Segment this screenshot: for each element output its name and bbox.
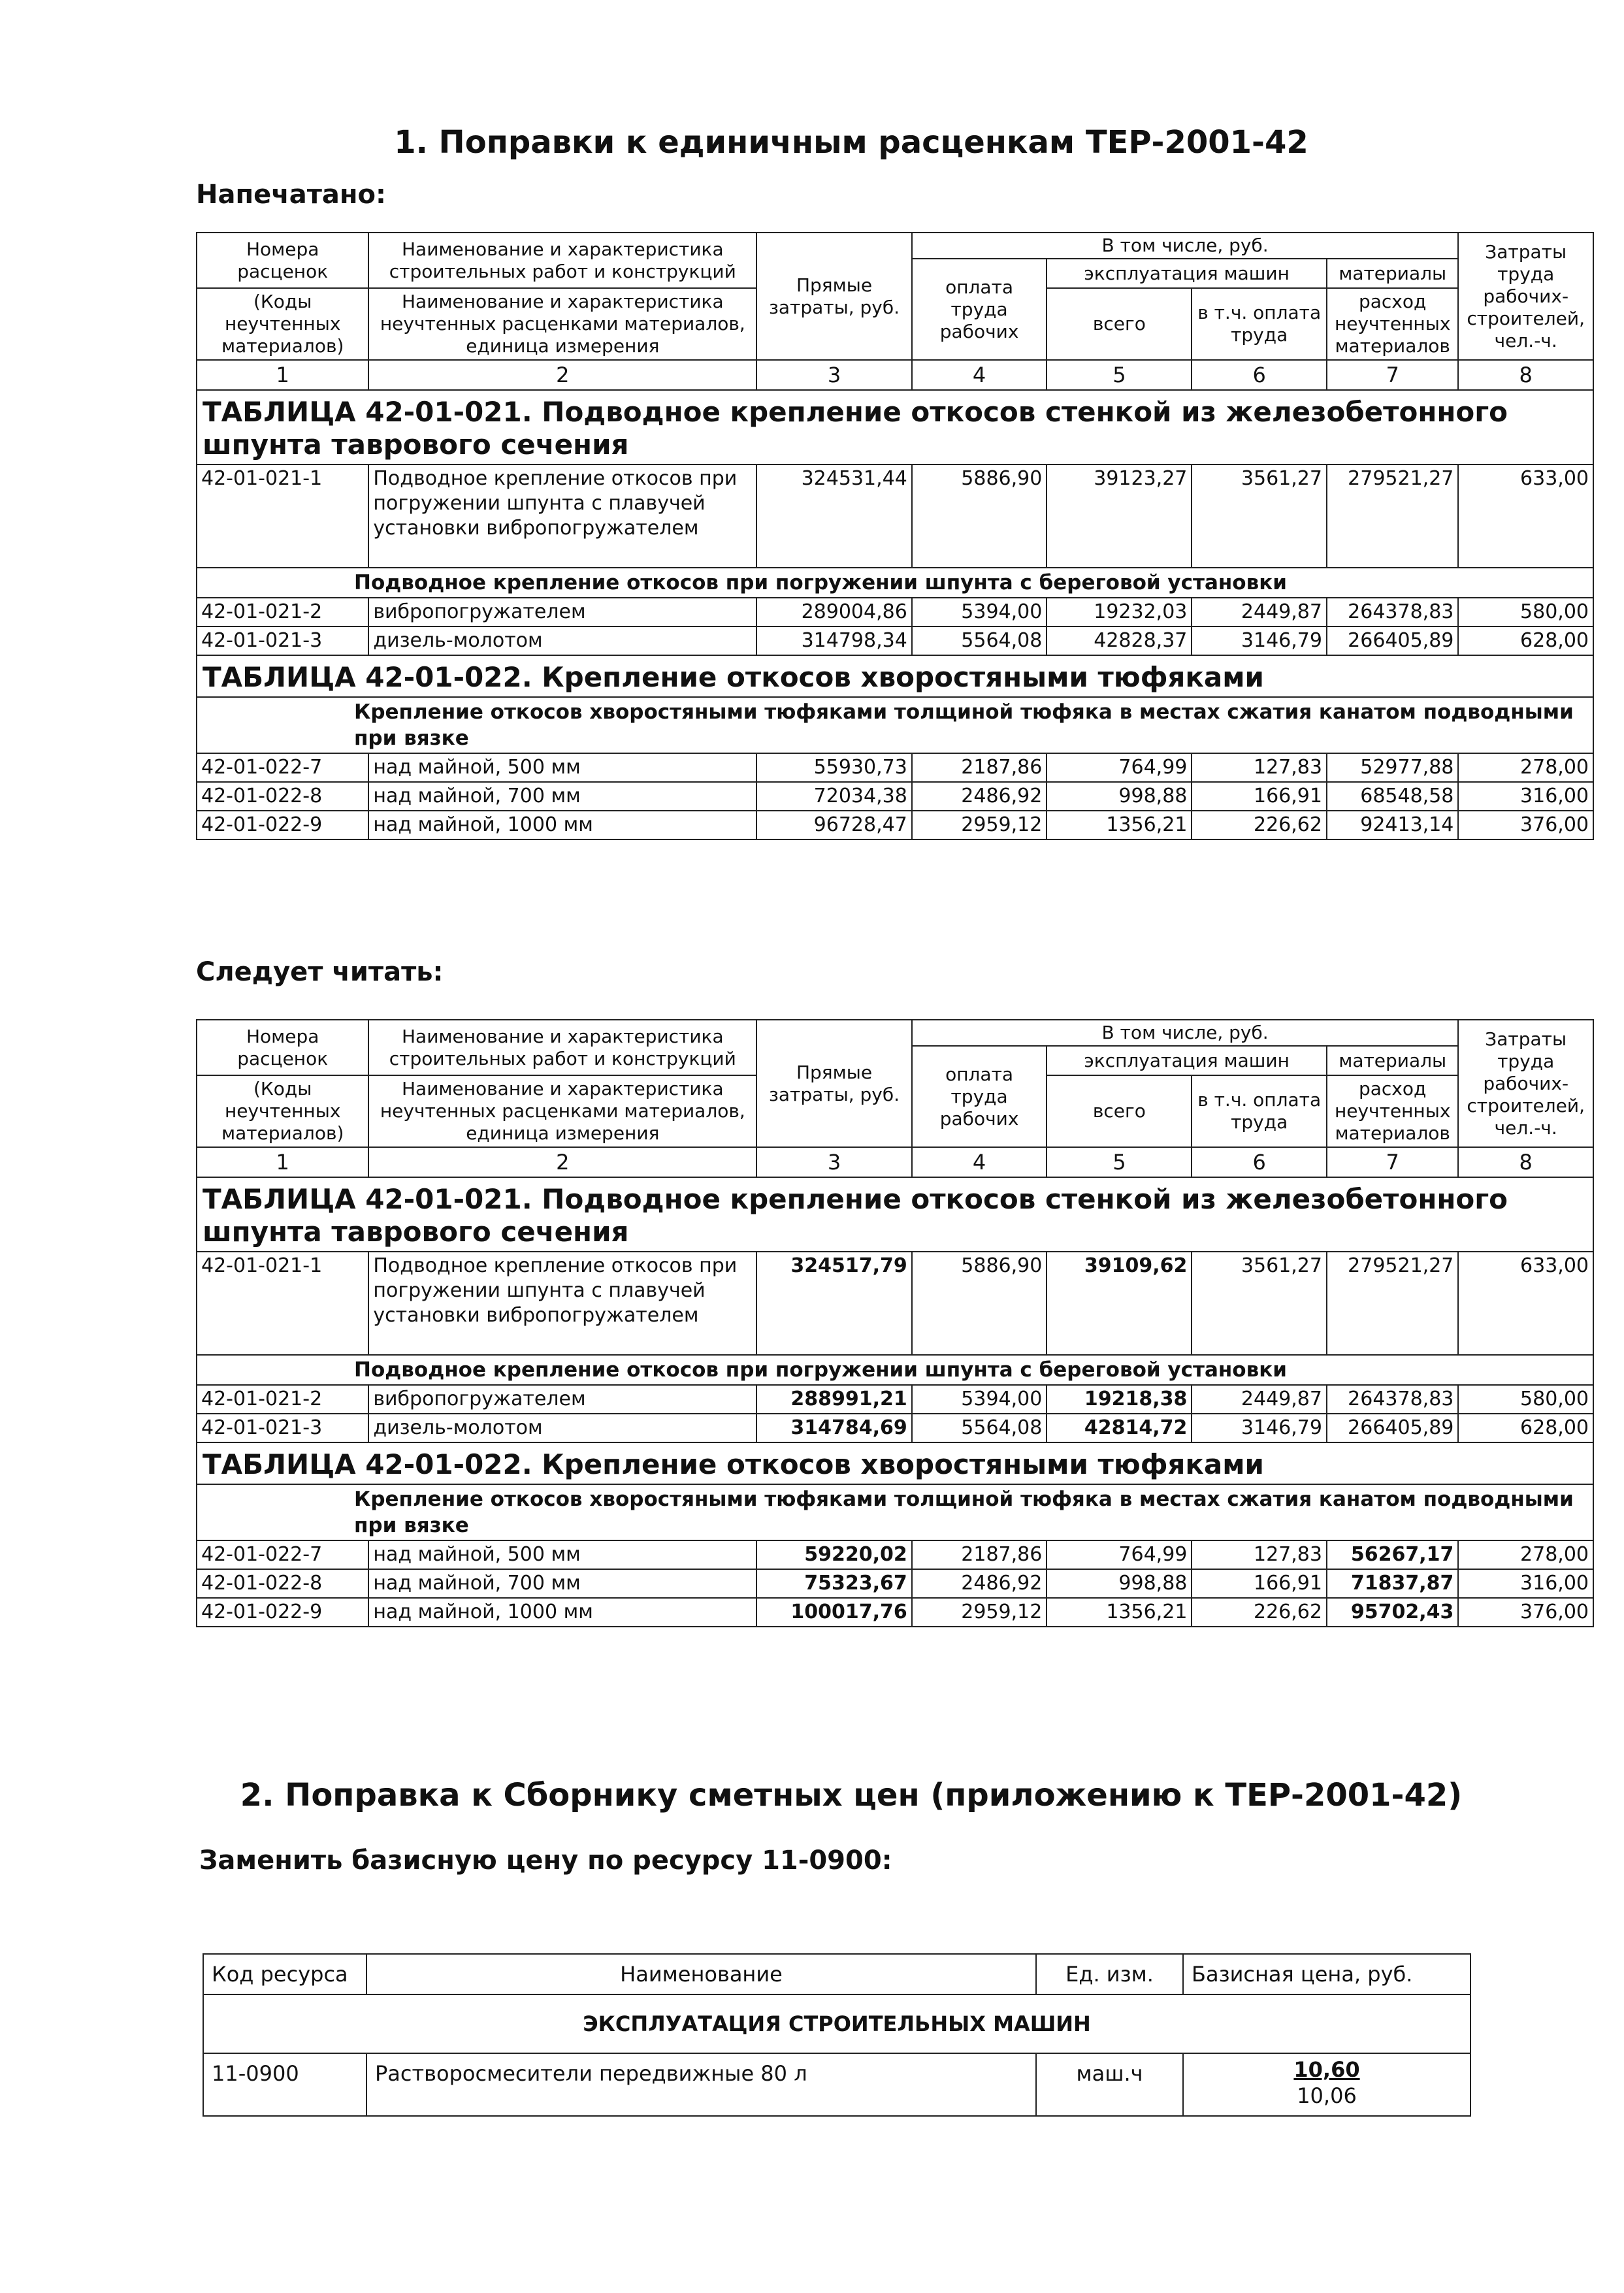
col-number: 3 <box>756 360 912 390</box>
header-materials: материалы <box>1327 1046 1458 1075</box>
header-machines-total: всего <box>1047 1075 1192 1147</box>
labor-cost: 580,00 <box>1458 1385 1593 1414</box>
header-machines-wage: в т.ч. оплата труда <box>1192 1075 1327 1147</box>
wage-cost: 5564,08 <box>912 1414 1047 1442</box>
machines-wage: 3561,27 <box>1192 1252 1327 1355</box>
labor-cost: 278,00 <box>1458 753 1593 782</box>
header-wage: оплата труда рабочих <box>912 259 1047 360</box>
labor-cost: 628,00 <box>1458 1414 1593 1442</box>
header-labor: Затраты труда рабочих-строителей, чел.-ч. <box>1458 1020 1593 1147</box>
resource-code: 11-0900 <box>203 2053 366 2116</box>
header-name-top: Наименование и характеристика строительных работ и конструкций <box>368 233 756 288</box>
wage-cost: 2486,92 <box>912 1569 1047 1598</box>
materials-cost: 56267,17 <box>1327 1540 1458 1569</box>
new-base-price: 10,06 <box>1297 2083 1357 2108</box>
direct-cost: 59220,02 <box>756 1540 912 1569</box>
rate-name: над майной, 500 мм <box>368 1540 756 1569</box>
rate-code: 42-01-021-1 <box>197 1252 368 1355</box>
col-number: 4 <box>912 1147 1047 1177</box>
header-labor: Затраты труда рабочих-строителей, чел.-ч. <box>1458 233 1593 360</box>
rate-code: 42-01-022-9 <box>197 811 368 839</box>
labor-cost: 376,00 <box>1458 811 1593 839</box>
machines-wage: 127,83 <box>1192 753 1327 782</box>
rate-code: 42-01-022-7 <box>197 753 368 782</box>
labor-cost: 628,00 <box>1458 626 1593 655</box>
direct-cost: 289004,86 <box>756 598 912 626</box>
materials-cost: 279521,27 <box>1327 464 1458 568</box>
corrected-table <box>196 1019 1594 1627</box>
machines-wage: 226,62 <box>1192 811 1327 839</box>
col-number: 1 <box>197 1147 368 1177</box>
resource-header-unit: Ед. изм. <box>1036 1954 1183 1994</box>
rate-code: 42-01-021-1 <box>197 464 368 568</box>
rate-name: дизель-молотом <box>368 626 756 655</box>
wage-cost: 2187,86 <box>912 753 1047 782</box>
header-materials: материалы <box>1327 259 1458 288</box>
header-name-bottom: Наименование и характеристика неучтенных расценками материалов, единица измерения <box>368 1075 756 1147</box>
machines-wage: 2449,87 <box>1192 1385 1327 1414</box>
wage-cost: 5394,00 <box>912 598 1047 626</box>
machines-wage: 2449,87 <box>1192 598 1327 626</box>
machines-total: 1356,21 <box>1047 811 1192 839</box>
table-subtitle: Крепление откосов хворостяными тюфяками толщиной тюфяка в местах сжатия канатом подводными при вязке <box>197 1484 1593 1540</box>
header-wage: оплата труда рабочих <box>912 1046 1047 1147</box>
should-read-label: Следует читать: <box>196 957 444 987</box>
direct-cost: 100017,76 <box>756 1598 912 1627</box>
col-number: 5 <box>1047 1147 1192 1177</box>
labor-cost: 633,00 <box>1458 1252 1593 1355</box>
rate-code: 42-01-021-2 <box>197 1385 368 1414</box>
header-code-bottom: (Коды неучтенных материалов) <box>197 1075 368 1147</box>
wage-cost: 5886,90 <box>912 1252 1047 1355</box>
direct-cost: 72034,38 <box>756 782 912 811</box>
machines-total: 764,99 <box>1047 753 1192 782</box>
col-number: 5 <box>1047 360 1192 390</box>
machines-wage: 166,91 <box>1192 782 1327 811</box>
materials-cost: 279521,27 <box>1327 1252 1458 1355</box>
header-incl: В том числе, руб. <box>912 233 1459 259</box>
machines-total: 998,88 <box>1047 782 1192 811</box>
rate-name: Подводное крепление откосов при погружении шпунта с плавучей установки вибропогружателем <box>368 464 756 568</box>
printed-label: Напечатано: <box>196 180 386 210</box>
header-materials-sub: расход неучтенных материалов <box>1327 288 1458 360</box>
labor-cost: 376,00 <box>1458 1598 1593 1627</box>
table-title: ТАБЛИЦА 42-01-022. Крепление откосов хворостяными тюфяками <box>197 655 1593 697</box>
machines-wage: 226,62 <box>1192 1598 1327 1627</box>
table-subtitle: Подводное крепление откосов при погружении шпунта с береговой установки <box>197 568 1593 598</box>
col-number: 8 <box>1458 360 1593 390</box>
rate-code: 42-01-022-8 <box>197 782 368 811</box>
header-code-top: Номера расценок <box>197 233 368 288</box>
direct-cost: 324517,79 <box>756 1252 912 1355</box>
table-title: ТАБЛИЦА 42-01-021. Подводное крепление откосов стенкой из железобетонного шпунта таврового сечения <box>197 1177 1593 1252</box>
direct-cost: 75323,67 <box>756 1569 912 1598</box>
machines-total: 764,99 <box>1047 1540 1192 1569</box>
resource-header-price: Базисная цена, руб. <box>1183 1954 1470 1994</box>
machines-total: 39109,62 <box>1047 1252 1192 1355</box>
header-name-top: Наименование и характеристика строительных работ и конструкций <box>368 1020 756 1075</box>
rate-name: дизель-молотом <box>368 1414 756 1442</box>
resource-unit: маш.ч <box>1036 2053 1183 2116</box>
direct-cost: 96728,47 <box>756 811 912 839</box>
header-machines-total: всего <box>1047 288 1192 360</box>
labor-cost: 316,00 <box>1458 1569 1593 1598</box>
rate-code: 42-01-022-7 <box>197 1540 368 1569</box>
machines-total: 42814,72 <box>1047 1414 1192 1442</box>
resource-header-code: Код ресурса <box>203 1954 366 1994</box>
materials-cost: 266405,89 <box>1327 626 1458 655</box>
materials-cost: 264378,83 <box>1327 598 1458 626</box>
header-machines: эксплуатация машин <box>1047 1046 1327 1075</box>
machines-total: 998,88 <box>1047 1569 1192 1598</box>
resource-table <box>203 1953 1471 2117</box>
col-number: 7 <box>1327 1147 1458 1177</box>
header-machines-wage: в т.ч. оплата труда <box>1192 288 1327 360</box>
rate-name: вибропогружателем <box>368 598 756 626</box>
machines-total: 19232,03 <box>1047 598 1192 626</box>
wage-cost: 2187,86 <box>912 1540 1047 1569</box>
machines-wage: 3146,79 <box>1192 1414 1327 1442</box>
rate-code: 42-01-022-9 <box>197 1598 368 1627</box>
resource-name: Растворосмесители передвижные 80 л <box>366 2053 1036 2116</box>
section-2-title: 2. Поправка к Сборнику сметных цен (приложению к ТЕР-2001-42) <box>240 1777 1463 1813</box>
header-incl: В том числе, руб. <box>912 1020 1459 1046</box>
labor-cost: 316,00 <box>1458 782 1593 811</box>
replace-label: Заменить базисную цену по ресурсу 11-0900: <box>199 1846 892 1876</box>
machines-total: 19218,38 <box>1047 1385 1192 1414</box>
col-number: 2 <box>368 360 756 390</box>
direct-cost: 324531,44 <box>756 464 912 568</box>
header-name-bottom: Наименование и характеристика неучтенных расценками материалов, единица измерения <box>368 288 756 360</box>
col-number: 1 <box>197 360 368 390</box>
rate-name: над майной, 1000 мм <box>368 811 756 839</box>
materials-cost: 68548,58 <box>1327 782 1458 811</box>
wage-cost: 2486,92 <box>912 782 1047 811</box>
materials-cost: 95702,43 <box>1327 1598 1458 1627</box>
resource-header-name: Наименование <box>366 1954 1036 1994</box>
rate-name: Подводное крепление откосов при погружении шпунта с плавучей установки вибропогружателем <box>368 1252 756 1355</box>
header-code-bottom: (Коды неучтенных материалов) <box>197 288 368 360</box>
col-number: 2 <box>368 1147 756 1177</box>
old-base-price: 10,60 <box>1293 2057 1360 2082</box>
rate-code: 42-01-021-3 <box>197 1414 368 1442</box>
materials-cost: 92413,14 <box>1327 811 1458 839</box>
resource-price-cell <box>1183 2053 1470 2116</box>
machines-total: 39123,27 <box>1047 464 1192 568</box>
direct-cost: 55930,73 <box>756 753 912 782</box>
machines-total: 1356,21 <box>1047 1598 1192 1627</box>
labor-cost: 580,00 <box>1458 598 1593 626</box>
direct-cost: 314784,69 <box>756 1414 912 1442</box>
materials-cost: 52977,88 <box>1327 753 1458 782</box>
header-direct: Прямые затраты, руб. <box>756 233 912 360</box>
direct-cost: 288991,21 <box>756 1385 912 1414</box>
header-code-top: Номера расценок <box>197 1020 368 1075</box>
materials-cost: 266405,89 <box>1327 1414 1458 1442</box>
table-title: ТАБЛИЦА 42-01-021. Подводное крепление откосов стенкой из железобетонного шпунта таврового сечения <box>197 390 1593 464</box>
resource-section-title: ЭКСПЛУАТАЦИЯ СТРОИТЕЛЬНЫХ МАШИН <box>203 1994 1470 2053</box>
col-number: 4 <box>912 360 1047 390</box>
labor-cost: 633,00 <box>1458 464 1593 568</box>
machines-wage: 166,91 <box>1192 1569 1327 1598</box>
col-number: 8 <box>1458 1147 1593 1177</box>
header-materials-sub: расход неучтенных материалов <box>1327 1075 1458 1147</box>
rate-name: над майной, 700 мм <box>368 1569 756 1598</box>
rate-code: 42-01-022-8 <box>197 1569 368 1598</box>
header-machines: эксплуатация машин <box>1047 259 1327 288</box>
machines-wage: 3561,27 <box>1192 464 1327 568</box>
machines-total: 42828,37 <box>1047 626 1192 655</box>
labor-cost: 278,00 <box>1458 1540 1593 1569</box>
col-number: 7 <box>1327 360 1458 390</box>
machines-wage: 3146,79 <box>1192 626 1327 655</box>
col-number: 3 <box>756 1147 912 1177</box>
direct-cost: 314798,34 <box>756 626 912 655</box>
rate-name: над майной, 500 мм <box>368 753 756 782</box>
rate-name: над майной, 700 мм <box>368 782 756 811</box>
printed-table <box>196 232 1594 840</box>
section-1-title: 1. Поправки к единичным расценкам ТЕР-2001-42 <box>394 124 1308 161</box>
table-title: ТАБЛИЦА 42-01-022. Крепление откосов хворостяными тюфяками <box>197 1442 1593 1484</box>
rate-name: над майной, 1000 мм <box>368 1598 756 1627</box>
col-number: 6 <box>1192 1147 1327 1177</box>
wage-cost: 2959,12 <box>912 811 1047 839</box>
materials-cost: 264378,83 <box>1327 1385 1458 1414</box>
table-subtitle: Крепление откосов хворостяными тюфяками толщиной тюфяка в местах сжатия канатом подводными при вязке <box>197 697 1593 753</box>
wage-cost: 5886,90 <box>912 464 1047 568</box>
machines-wage: 127,83 <box>1192 1540 1327 1569</box>
header-direct: Прямые затраты, руб. <box>756 1020 912 1147</box>
wage-cost: 5564,08 <box>912 626 1047 655</box>
rate-code: 42-01-021-3 <box>197 626 368 655</box>
wage-cost: 5394,00 <box>912 1385 1047 1414</box>
table-subtitle: Подводное крепление откосов при погружении шпунта с береговой установки <box>197 1355 1593 1385</box>
materials-cost: 71837,87 <box>1327 1569 1458 1598</box>
rate-code: 42-01-021-2 <box>197 598 368 626</box>
col-number: 6 <box>1192 360 1327 390</box>
wage-cost: 2959,12 <box>912 1598 1047 1627</box>
rate-name: вибропогружателем <box>368 1385 756 1414</box>
